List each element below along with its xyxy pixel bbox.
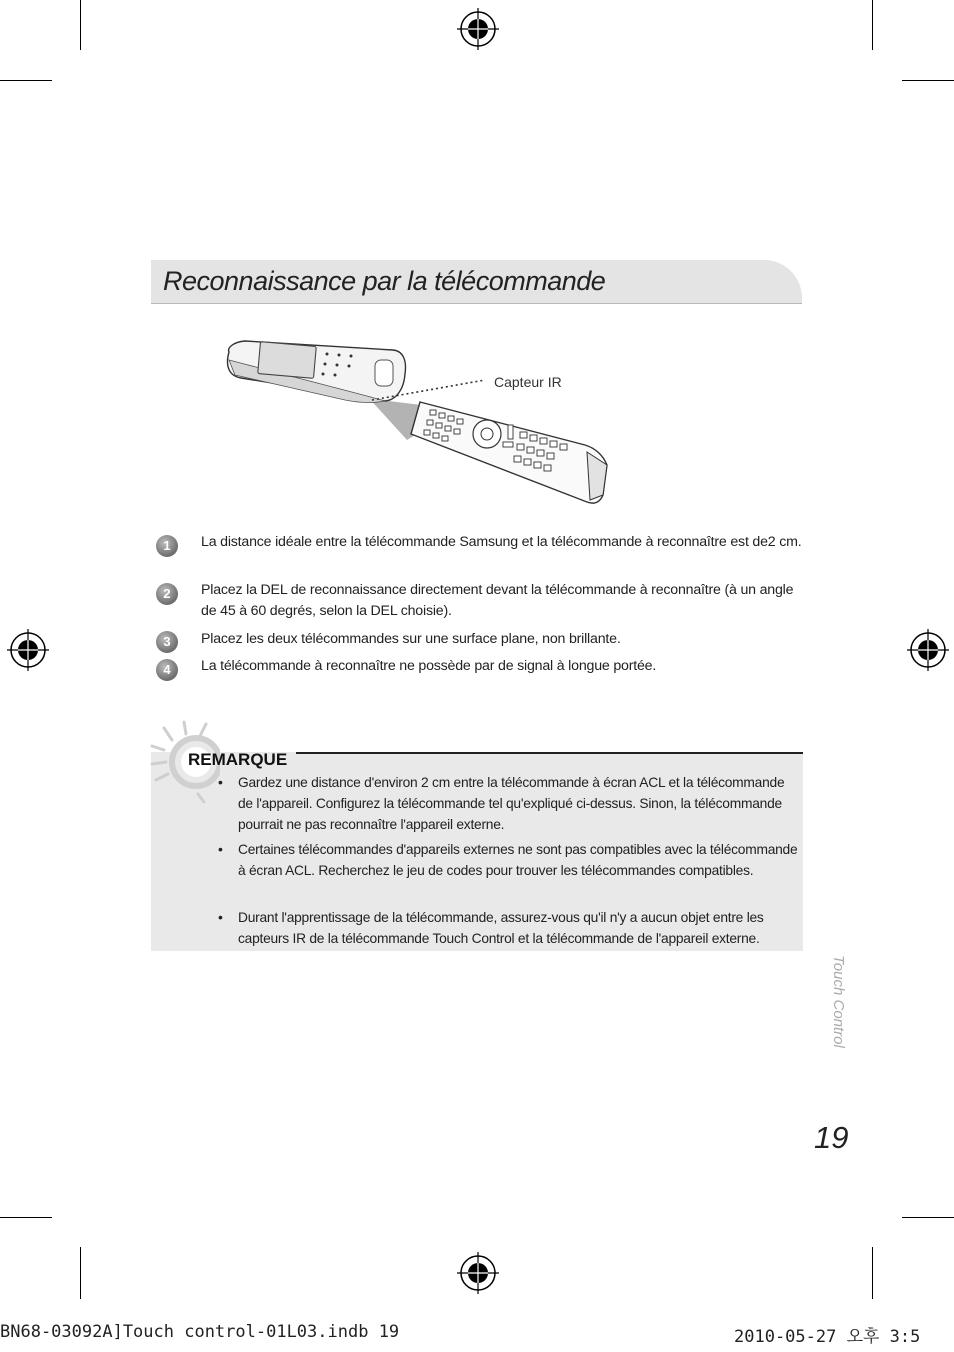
step-text: Placez les deux télécommandes sur une surface plane, non brillante.: [201, 631, 621, 647]
note-bullet-text: Certaines télécommandes d'appareils externes ne sont pas compatibles avec la télécommande à écran ACL. Recherchez le jeu de codes pour trouver les télécommandes compatibles.: [238, 842, 798, 878]
bullet-icon: •: [218, 774, 223, 790]
ir-sensor-label: Capteur IR: [494, 374, 562, 390]
touch-remote-icon: [228, 341, 406, 403]
note-divider: [296, 752, 803, 754]
crop-mark: [80, 0, 81, 50]
note-bullet-text: Gardez une distance d'environ 2 cm entre la télécommande à écran ACL et la télécommande de l'appareil. Configurez la télécommande tel qu'expliqué ci-dessus. Sinon, la télécommande pourrait ne pas reconnaître l'appareil externe.: [238, 775, 785, 832]
crop-mark: [872, 1247, 873, 1299]
note-bullet-text: Durant l'apprentissage de la télécommande, assurez-vous qu'il n'y a aucun objet entre les capteurs IR de la télécommande Touch Control et la télécommande de l'appareil externe.: [238, 910, 764, 946]
page-number: 19: [814, 1120, 849, 1155]
chapter-side-label: Touch Control: [830, 955, 847, 1048]
footer-file-info: BN68-03092A]Touch control-01L03.indb 19: [0, 1322, 400, 1342]
step-item: [156, 580, 806, 624]
crop-mark: [872, 0, 873, 50]
crop-mark: [80, 1247, 81, 1299]
step-item: [156, 629, 806, 653]
crop-mark: [902, 80, 954, 81]
registration-mark-icon: [7, 629, 49, 671]
crop-mark: [902, 1217, 954, 1218]
bullet-icon: •: [218, 909, 223, 925]
step-item: [156, 532, 806, 576]
section-heading: [151, 260, 802, 304]
footer-timestamp: 2010-05-27 오후 3:5: [734, 1327, 921, 1347]
registration-mark-icon: [457, 8, 499, 50]
bullet-icon: •: [218, 841, 223, 857]
step-number-badge: 3: [156, 631, 178, 653]
remote-illustration: [215, 330, 615, 510]
step-text: La télécommande à reconnaître ne possède par de signal à longue portée.: [201, 658, 657, 674]
step-number-badge: 2: [156, 583, 178, 605]
section-title: Reconnaissance par la télécommande: [163, 266, 606, 296]
crop-mark: [0, 80, 52, 81]
step-item: [156, 656, 806, 680]
step-number-badge: 4: [156, 659, 178, 681]
step-number-badge: 1: [156, 535, 178, 557]
registration-mark-icon: [907, 629, 949, 671]
crop-mark: [0, 1217, 52, 1218]
note-title: REMARQUE: [188, 750, 288, 769]
step-text: La distance idéale entre la télécommande Samsung et la télécommande à reconnaître est de2 cm.: [201, 534, 802, 550]
external-remote-icon: [411, 402, 607, 503]
registration-mark-icon: [457, 1252, 499, 1294]
step-text: Placez la DEL de reconnaissance directement devant la télécommande à reconnaître (à un angle de 45 à 60 degrés, selon la DEL choisie).: [201, 582, 794, 619]
